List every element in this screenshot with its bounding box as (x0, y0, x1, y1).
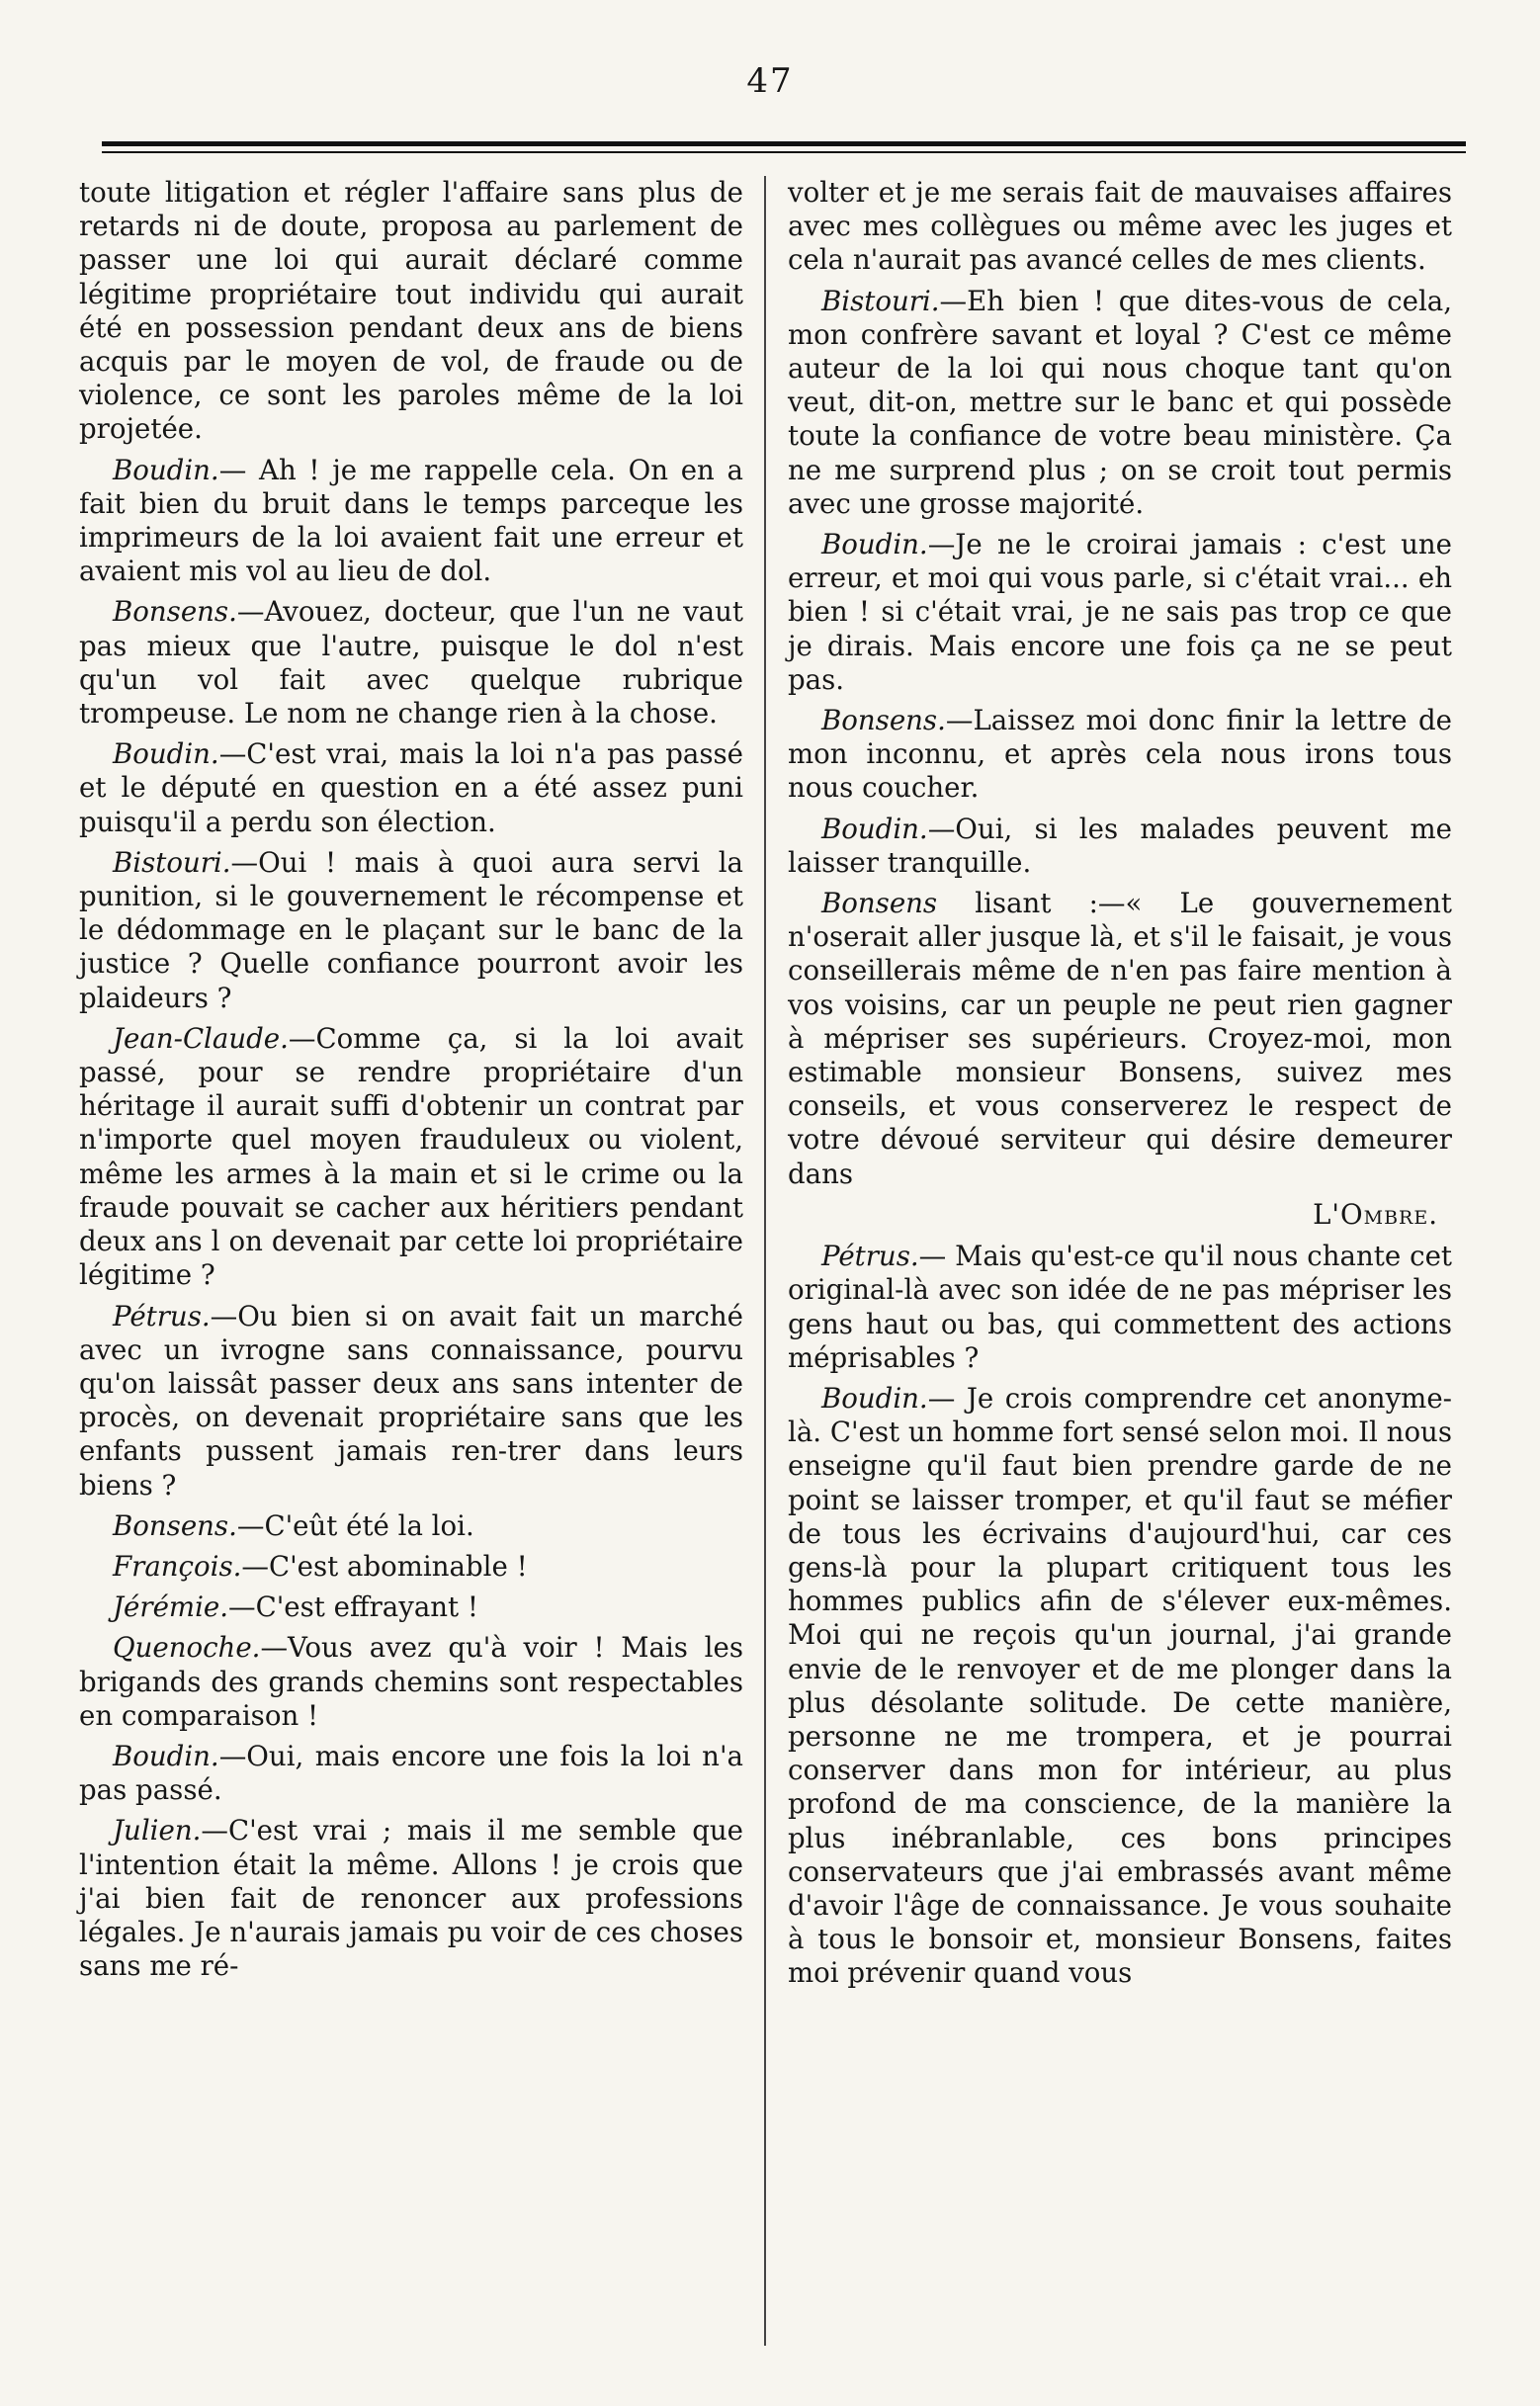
dialogue-text: —Je ne le croirai jamais : c'est une erreur, et moi qui vous parle, si c'était vrai... eh bien ! si c'était vrai, je ne sais pas trop ce que je dirais. Mais encore une fois ça ne se peut pas. (788, 528, 1452, 696)
dialogue-text: —Avouez, docteur, que l'un ne vaut pas mieux que l'autre, puisque le dol n'est qu'un vol fait avec quelque rubrique trompeuse. Le nom ne change rien à la chose. (79, 595, 743, 730)
dialogue-paragraph (79, 1631, 743, 1733)
speaker-name: Bonsens. (113, 595, 237, 629)
letter-signature (788, 1198, 1438, 1232)
header-rule-thin (102, 151, 1466, 153)
speaker-name: Bistouri. (821, 284, 940, 317)
left-column (79, 176, 743, 1990)
dialogue-text: volter et je me serais fait de mauvaises affaires avec mes collègues ou même avec les juges et cela n'aurait pas avancé celles de mes clients. (788, 176, 1452, 277)
dialogue-text: —C'est abominable ! (241, 1549, 528, 1583)
speaker-name: Jérémie. (113, 1590, 229, 1624)
header-rule-thick (102, 141, 1466, 146)
dialogue-text: —Vous avez qu'à voir ! Mais les brigands des grands chemins sont respectables en comparaison ! (79, 1631, 743, 1732)
dialogue-text: —Oui ! mais à quoi aura servi la punition, si le gouvernement le récompense et le dédommage en le plaçant sur le banc de la justice ? Quelle confiance pourront avoir les plaideurs ? (79, 845, 743, 1014)
dialogue-text: — Mais qu'est-ce qu'il nous chante cet original-là avec son idée de ne pas mépriser les gens haut ou bas, qui commettent des actions méprisables ? (788, 1240, 1452, 1374)
dialogue-text: lisant :—« Le gouvernement n'oserait aller jusque là, et s'il le faisait, je vous conseillerais même de n'en pas faire mention à vos voisins, car un peuple ne peut rien gagner à mépriser ses supérieurs. Croyez-moi, mon estimable monsieur Bonsens, suivez mes conseils, et vous conserverez le respect de votre dévoué serviteur qui désire demeurer dans (788, 887, 1452, 1190)
dialogue-paragraph (79, 1550, 743, 1584)
dialogue-paragraph (79, 1740, 743, 1807)
dialogue-paragraph (79, 1590, 743, 1624)
dialogue-paragraph (79, 1814, 743, 1983)
speaker-name: Boudin. (821, 812, 928, 845)
right-column (788, 176, 1452, 1998)
dialogue-paragraph (79, 1509, 743, 1543)
speaker-name: François. (113, 1549, 242, 1583)
dialogue-text: —C'eût été la loi. (236, 1508, 474, 1542)
dialogue-text: —C'est vrai, mais la loi n'a pas passé et le député en question en a été assez puni puisqu'il a perdu son élection. (79, 737, 743, 838)
dialogue-paragraph (79, 1300, 743, 1503)
dialogue-text: —Oui, mais encore une fois la loi n'a pas passé. (79, 1739, 743, 1807)
speaker-name: Bonsens (821, 887, 938, 920)
dialogue-text: —Oui, si les malades peuvent me laisser tranquille. (788, 812, 1452, 879)
dialogue-paragraph (79, 454, 743, 589)
dialogue-text: — Je crois comprendre cet anonyme-là. C'est un homme fort sensé selon moi. Il nous enseigne qu'il faut bien prendre garde de ne point se laisser tromper, et qu'il faut se méfier de tous les écrivains d'aujourd'hui, car ces gens-là pour la plupart critiquent tous les hommes publics afin de s'élever eux-mêmes. Moi qui ne reçois qu'un journal, j'ai grande envie de le renvoyer et de me plonger dans la plus désolante solitude. De cette manière, personne ne me trompera, et je pourrai conserver dans mon for intérieur, au plus profond de ma conscience, de la manière la plus inébranlable, ces bons principes conservateurs que j'ai embrassés avant même d'avoir l'âge de connaissance. Je vous souhaite à tous le bonsoir et, monsieur Bonsens, faites moi prévenir quand vous (788, 1381, 1452, 1990)
signature-text: L'Ombre. (1313, 1197, 1438, 1231)
speaker-name: Bonsens. (821, 704, 946, 737)
dialogue-paragraph (788, 887, 1452, 1191)
speaker-name: Julien. (113, 1814, 202, 1847)
dialogue-paragraph (79, 595, 743, 730)
dialogue-paragraph (79, 737, 743, 839)
dialogue-text: —Laissez moi donc finir la lettre de mon inconnu, et après cela nous irons tous nous coucher. (788, 704, 1452, 805)
speaker-name: Jean-Claude. (113, 1021, 289, 1055)
dialogue-paragraph (788, 704, 1452, 806)
speaker-name: Boudin. (113, 1739, 219, 1772)
dialogue-paragraph (788, 813, 1452, 880)
speaker-name: Pétrus. (113, 1299, 211, 1332)
dialogue-paragraph (79, 846, 743, 1015)
dialogue-text: —C'est vrai ; mais il me semble que l'intention était la même. Allons ! je crois que j'ai bien fait de renoncer aux professions légales. Je n'aurais jamais pu voir de ces choses sans me ré- (79, 1814, 743, 1983)
dialogue-text: —Comme ça, si la loi avait passé, pour se rendre propriétaire d'un héritage il aurait suffi d'obtenir un contrat par n'importe quel moyen frauduleux ou violent, même les armes à la main et si le crime ou la fraude pouvait se cacher aux héritiers pendant deux ans l on devenait par cette loi propriétaire légitime ? (79, 1021, 743, 1292)
dialogue-paragraph (788, 176, 1452, 278)
dialogue-text: — Ah ! je me rappelle cela. On en a fait bien du bruit dans le temps parceque les imprimeurs de la loi avaient fait une erreur et avaient mis vol au lieu de dol. (79, 453, 743, 588)
column-divider (764, 176, 766, 2346)
dialogue-paragraph (788, 1382, 1452, 1991)
speaker-name: Boudin. (113, 453, 219, 486)
speaker-name: Boudin. (821, 1381, 928, 1415)
dialogue-paragraph (79, 176, 743, 447)
page-number: 47 (746, 61, 794, 101)
speaker-name: Boudin. (821, 528, 928, 561)
dialogue-paragraph (788, 285, 1452, 521)
dialogue-paragraph (788, 528, 1452, 697)
speaker-name: Boudin. (113, 737, 219, 771)
dialogue-paragraph (79, 1022, 743, 1293)
dialogue-text: toute litigation et régler l'affaire sans plus de retards ni de doute, proposa au parlement de passer une loi qui aurait déclaré comme légitime propriétaire tout individu qui aurait été en possession pendant deux ans de biens acquis par le moyen de vol, de fraude ou de violence, ce sont les paroles même de la loi projetée. (79, 176, 743, 446)
speaker-name: Bonsens. (113, 1508, 237, 1542)
speaker-name: Pétrus. (821, 1240, 919, 1273)
dialogue-text: —Eh bien ! que dites-vous de cela, mon confrère savant et loyal ? C'est ce même auteur de la loi qui nous choque tant qu'on veut, dit-on, mettre sur le banc et qui possède toute la confiance de votre beau ministère. Ça ne me surprend plus ; on se croit tout permis avec une grosse majorité. (788, 284, 1452, 520)
dialogue-paragraph (788, 1240, 1452, 1375)
speaker-name: Bistouri. (113, 845, 231, 879)
dialogue-text: —Ou bien si on avait fait un marché avec un ivrogne sans connaissance, pourvu qu'on laissât passer deux ans sans intenter de procès, on devenait propriétaire sans que les enfants pussent jamais ren-trer dans leurs biens ? (79, 1299, 743, 1502)
speaker-name: Quenoche. (113, 1631, 261, 1665)
dialogue-text: —C'est effrayant ! (228, 1590, 478, 1624)
